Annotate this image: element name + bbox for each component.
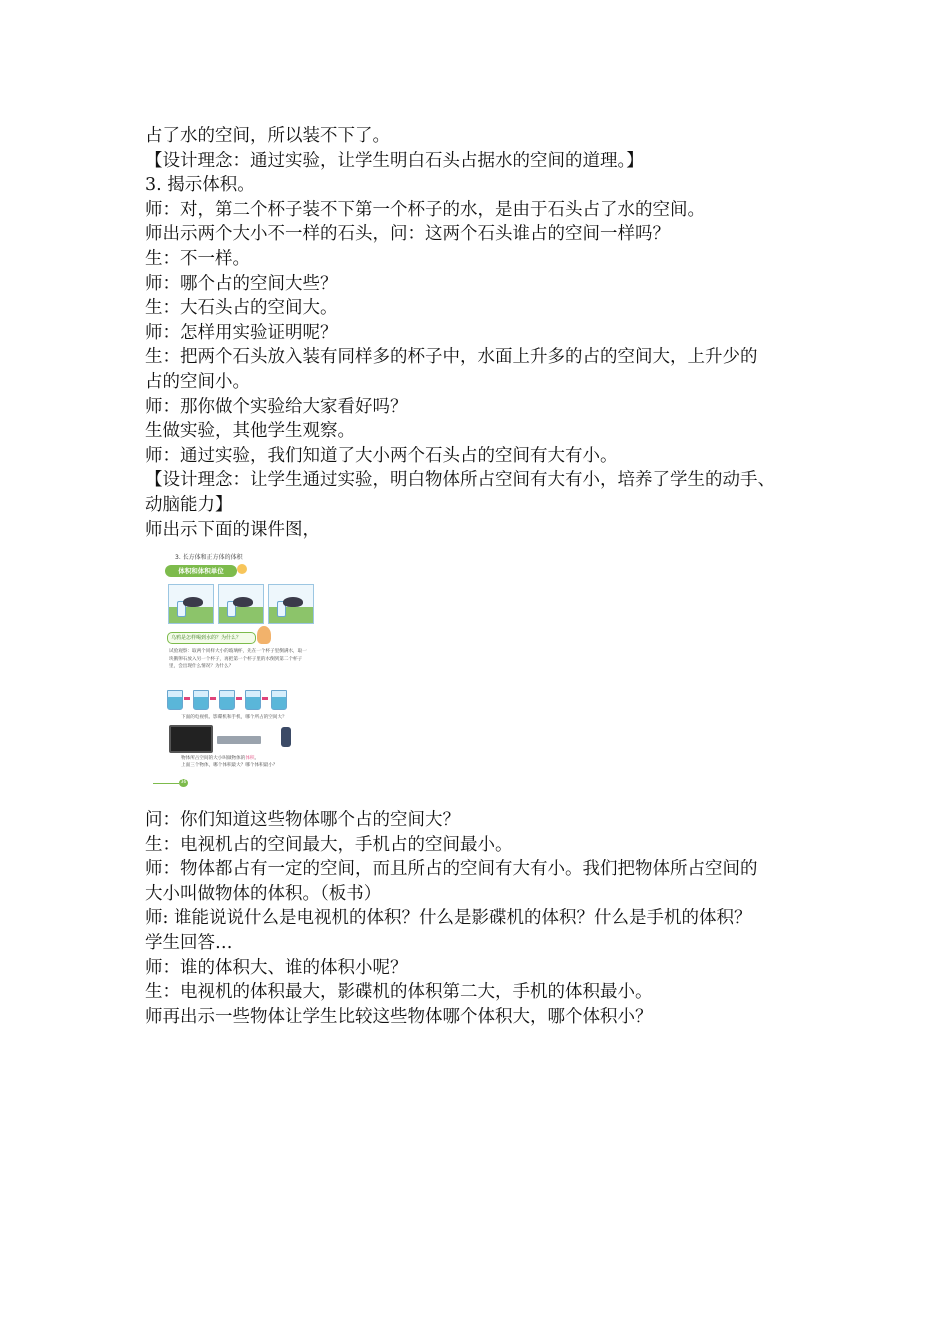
footer-rule — [153, 783, 179, 784]
crow-icon — [283, 597, 303, 607]
text-block-before — [145, 124, 815, 542]
text-line: 占了水的空间，所以装不下了。 — [145, 126, 390, 146]
arrow-icon — [184, 697, 190, 700]
cup-icon — [167, 690, 183, 710]
text-line: 生：把两个石头放入装有同样多的杯子中，水面上升多的占的空间大，上升少的 — [145, 347, 758, 368]
cup-icon — [193, 690, 209, 710]
crow-panel — [268, 584, 314, 624]
arrow-icon — [236, 697, 242, 700]
text-line: 师：哪个占的空间大些？ — [145, 273, 338, 294]
text-line: 生：电视机占的空间最大，手机占的空间最小。 — [145, 834, 513, 855]
sun-icon — [237, 564, 247, 574]
figure-caption: 下面的电视机、影碟机和手机，哪个所占的空间大？ — [181, 715, 287, 721]
text-line: 生做实验，其他学生观察。 — [145, 421, 355, 442]
crow-panel — [168, 584, 214, 624]
text-line: 师：那你做个实验给大家看好吗？ — [145, 396, 408, 417]
text-line: 生：大石头占的空间大。 — [145, 298, 338, 319]
figure-banner: 体积和体积单位 — [165, 565, 237, 577]
text-line: 师: 谁能说说什么是电视机的体积？什么是影碟机的体积？什么是手机的体积？ — [145, 908, 752, 929]
figure-definition — [181, 755, 277, 769]
text-block-after — [145, 808, 815, 1029]
mobile-phone-icon — [281, 727, 291, 747]
text-line: 师：谁的体积大、谁的体积小呢？ — [145, 957, 408, 978]
text-line: 学生回答… — [145, 933, 233, 954]
definition-end: 。 — [254, 756, 260, 762]
figure-header: 3. 长方体和正方体的体积 — [175, 554, 243, 562]
definition-text: 物体所占空间的大小叫做物体的 — [181, 756, 246, 762]
text-line: 【设计理念：通过实验，让学生明白石头占据水的空间的道理。】 — [145, 150, 644, 171]
text-line: 师：通过实验，我们知道了大小两个石头占的空间有大有小。 — [145, 445, 618, 466]
text-line: 师：怎样用实验证明呢？ — [145, 322, 338, 343]
text-line: 师：物体都占有一定的空间，而且所占的空间有大有小。我们把物体所占空间的 — [145, 859, 758, 880]
figure-question-2: 上面三个物体，哪个体积最大？哪个体积最小？ — [181, 763, 278, 769]
figure-page-number: 36 — [180, 780, 187, 786]
text-line: 【设计理念：让学生通过实验，明白物体所占空间有大有小，培养了学生的动手、 — [145, 470, 775, 491]
cup-icon — [271, 690, 287, 710]
text-line: 问：你们知道这些物体哪个占的空间大？ — [145, 810, 460, 831]
definition-highlight: 体积 — [245, 756, 255, 762]
arrow-icon — [210, 697, 216, 700]
text-line: 师再出示一些物体让学生比较这些物体哪个体积大，哪个体积小？ — [145, 1006, 653, 1027]
text-line: 生：电视机的体积最大，影碟机的体积第二大，手机的体积最小。 — [145, 982, 653, 1003]
crow-icon — [183, 597, 203, 607]
child-icon — [257, 626, 271, 644]
text-line: 占的空间小。 — [145, 371, 250, 392]
text-line: 师出示两个大小不一样的石头，问：这两个石头谁占的空间一样吗？ — [145, 224, 670, 245]
crow-panel — [218, 584, 264, 624]
arrow-icon — [262, 697, 268, 700]
text-line: 师出示下面的课件图， — [145, 519, 320, 540]
document-page — [145, 124, 815, 1029]
figure-text: 试验观察：取两个同样大小的玻璃杯，先在一个杯子里倒满水，取一块鹅卵石放入另一个杯子，再把第一个杯子里的水倒到第二个杯子里，会出现什么情况？为什么？ — [169, 649, 307, 669]
figure-question: 乌鸦是怎样喝到水的？为什么？ — [167, 632, 256, 644]
dvd-player-icon — [217, 736, 261, 744]
cup-icon — [245, 690, 261, 710]
text-line: 生：不一样。 — [145, 248, 250, 269]
tv-icon — [169, 725, 213, 753]
text-line: 师：对，第二个杯子装不下第一个杯子的水，是由于石头占了水的空间。 — [145, 199, 705, 220]
text-line: 动脑能力】 — [145, 494, 233, 515]
textbook-figure — [153, 552, 323, 792]
text-line: 3. 揭示体积。 — [145, 175, 255, 196]
crow-icon — [233, 597, 253, 607]
text-line: 大小叫做物体的体积。（板书） — [145, 883, 382, 904]
cup-icon — [219, 690, 235, 710]
